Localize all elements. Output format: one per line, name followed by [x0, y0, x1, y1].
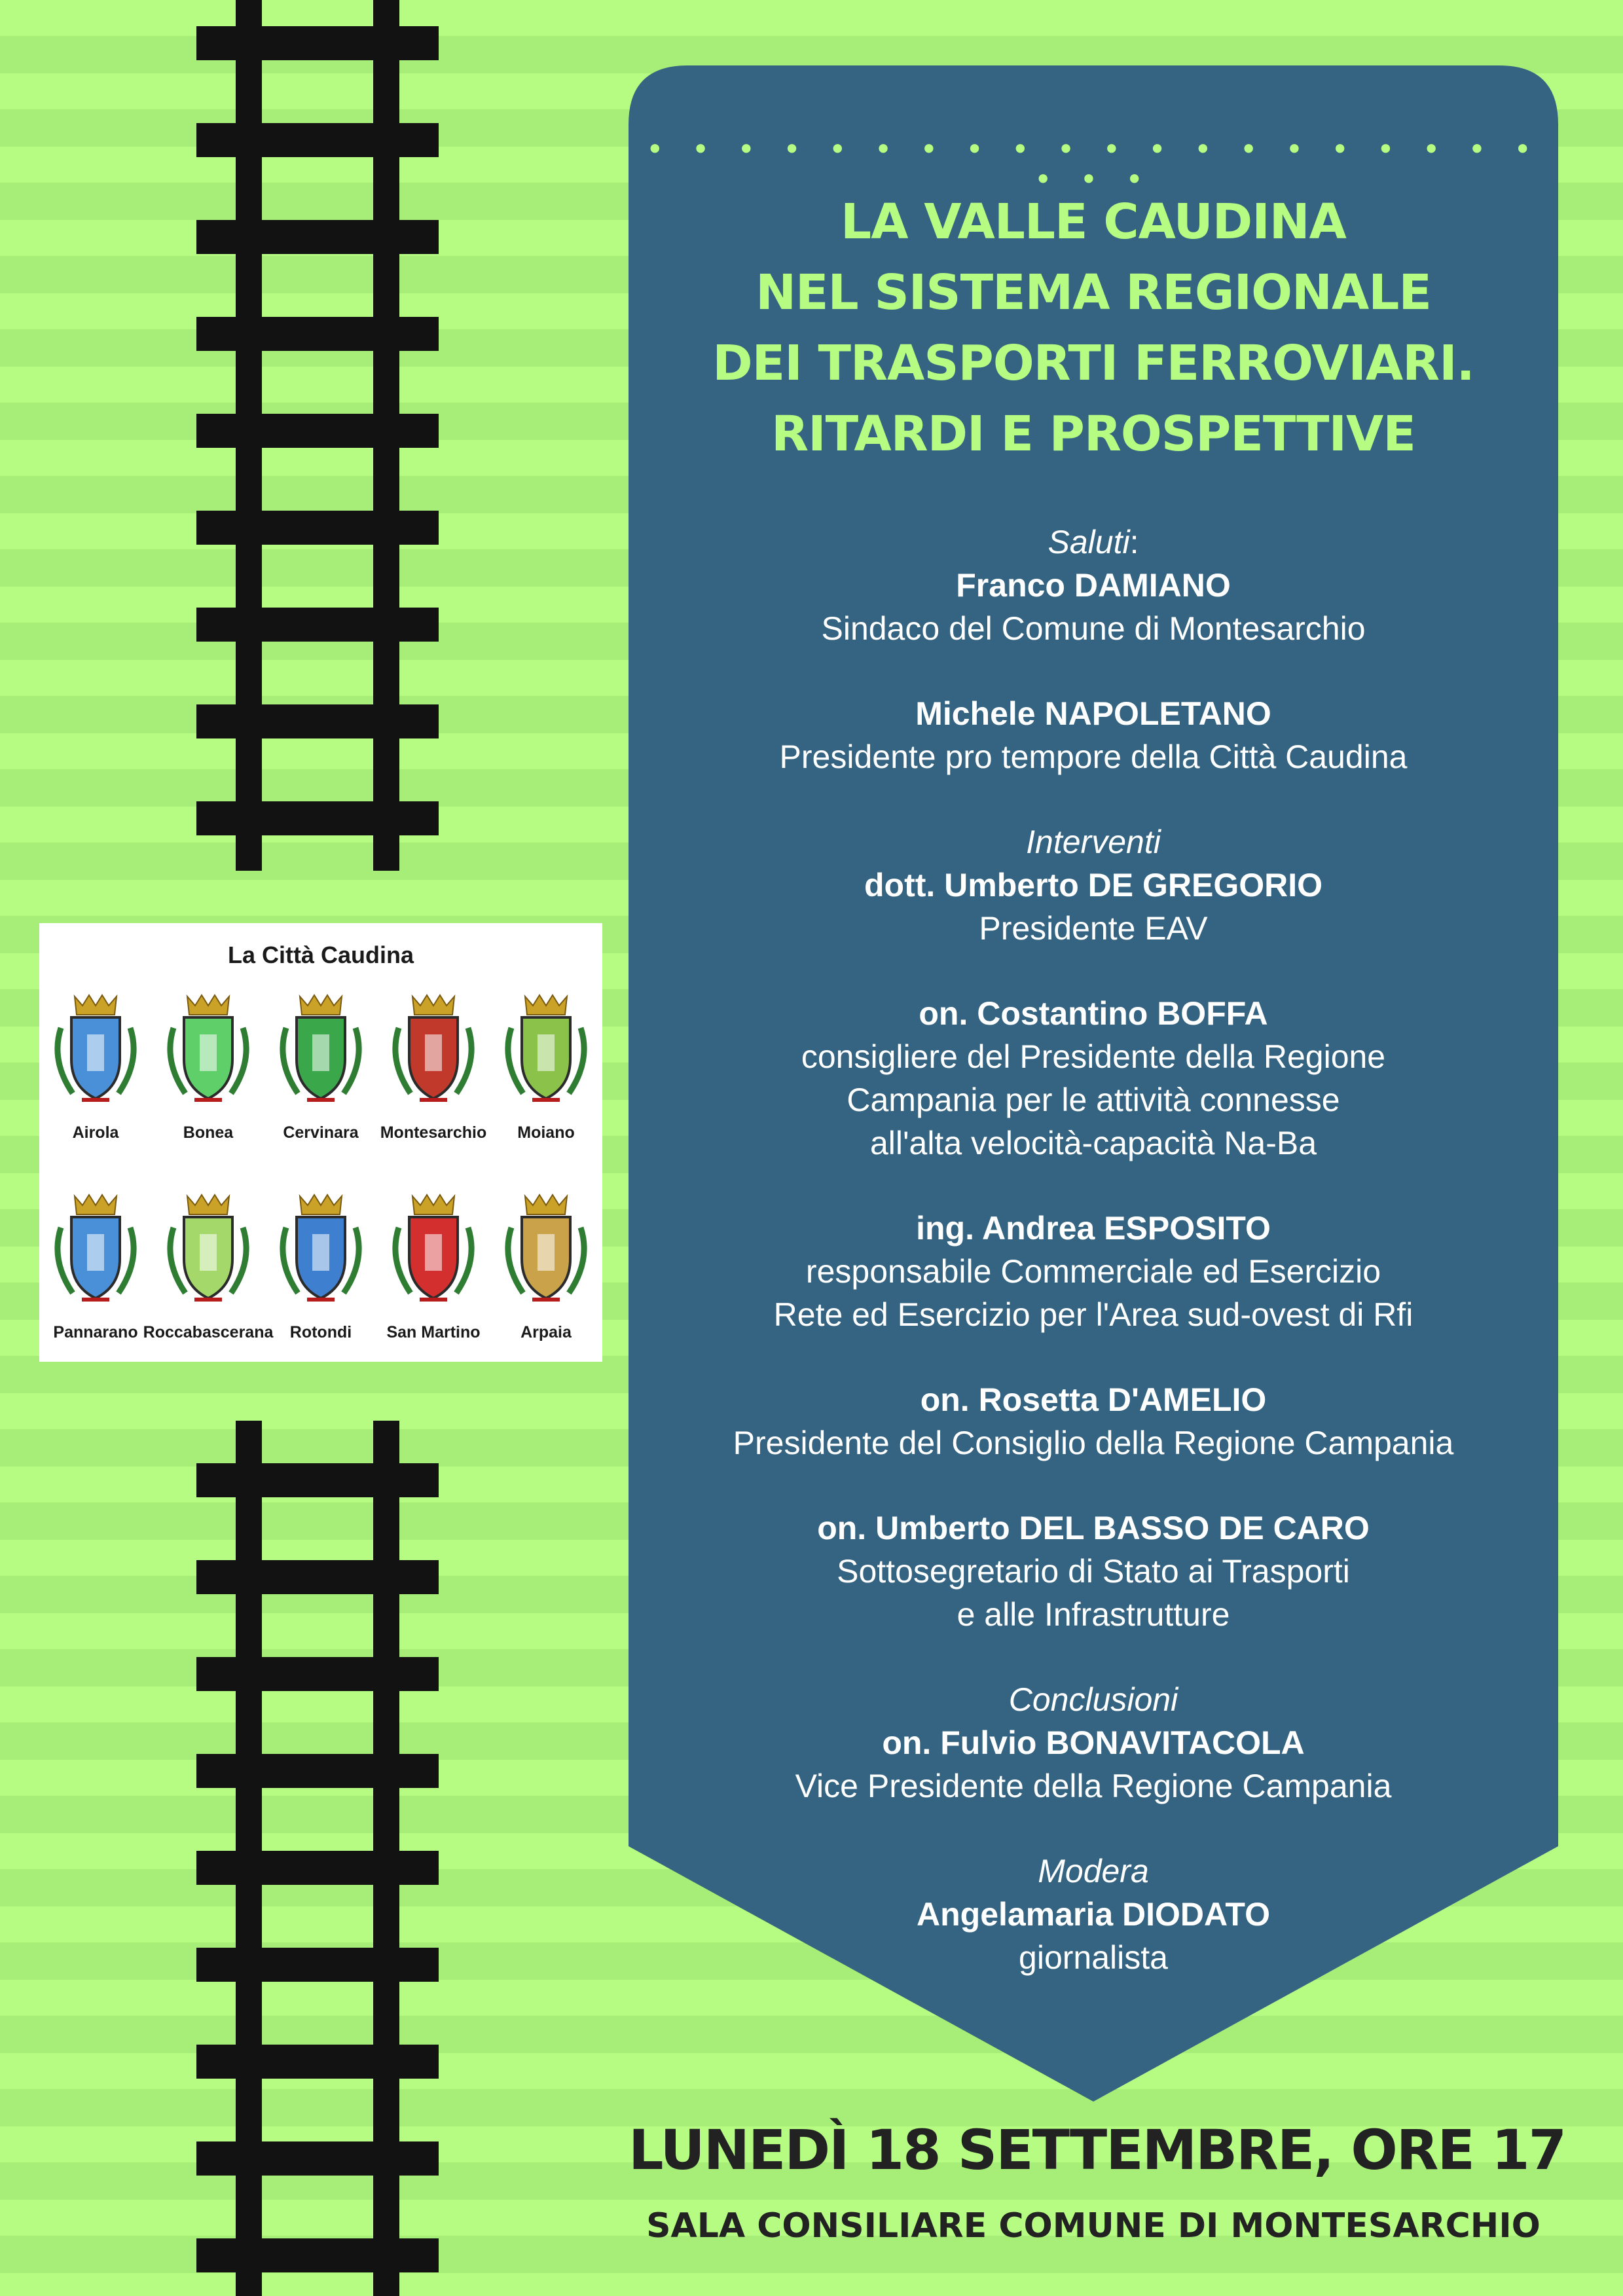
section-label: Conclusioni: [1008, 1681, 1178, 1718]
program-banner: [629, 65, 1558, 2102]
event-date: LUNEDÌ 18 SETTEMBRE, ORE 17: [629, 2118, 1566, 2182]
railway-tie: [196, 123, 439, 157]
speaker-role: giornalista: [1019, 1939, 1168, 1976]
railway-tie: [196, 2141, 439, 2176]
speaker-role: Presidente EAV: [979, 910, 1208, 947]
coat-of-arms-icon: [46, 989, 145, 1116]
railway-tie: [196, 1463, 439, 1497]
speaker-role: responsabile Commerciale ed Esercizio: [805, 1253, 1381, 1290]
speaker-block: [629, 1378, 1558, 1465]
dotted-divider: • • • • • • • • • • • • • • • • • • • • • • •: [646, 132, 1541, 197]
railway-tie: [196, 1851, 439, 1885]
speaker-block: [629, 1850, 1558, 1979]
speaker-role: Vice Presidente della Regione Campania: [795, 1768, 1392, 1804]
railway-tie: [196, 2238, 439, 2272]
crest-name: Roccabascerana: [143, 1323, 274, 1341]
coat-of-arms-icon: [384, 989, 483, 1116]
railway-track-bottom: [196, 1421, 439, 2296]
crest-name: Arpaia: [520, 1323, 572, 1341]
citta-caudina-crests: [39, 923, 602, 1362]
crest-name: Moiano: [517, 1123, 575, 1142]
speaker-program: [629, 520, 1558, 2021]
crest-item: [43, 1188, 148, 1342]
section-label-row: [629, 820, 1558, 864]
crest-item: [268, 989, 373, 1142]
crest-item: [381, 989, 486, 1142]
railway-tie: [196, 1754, 439, 1788]
speaker-block: [629, 1207, 1558, 1336]
railway-tie: [196, 704, 439, 738]
title-line: LA VALLE CAUDINA: [841, 194, 1346, 250]
event-title: [629, 187, 1558, 469]
speaker-role: Sindaco del Comune di Montesarchio: [821, 610, 1366, 647]
crest-item: [381, 1188, 486, 1342]
coat-of-arms-icon: [384, 1188, 483, 1315]
crest-row-2: [39, 1188, 602, 1342]
section-label-row: [629, 520, 1558, 564]
speaker-block: [629, 992, 1558, 1165]
speaker-name: on. Umberto DEL BASSO DE CARO: [817, 1510, 1370, 1546]
crest-name: Bonea: [183, 1123, 234, 1142]
railway-track-top: [196, 0, 439, 871]
speaker-name: dott. Umberto DE GREGORIO: [864, 867, 1322, 903]
coat-of-arms-icon: [159, 1188, 257, 1315]
speaker-name: Angelamaria DIODATO: [917, 1896, 1270, 1933]
speaker-name: ing. Andrea ESPOSITO: [916, 1210, 1271, 1247]
crest-name: San Martino: [386, 1323, 481, 1341]
coat-of-arms-icon: [46, 1188, 145, 1315]
coat-of-arms-icon: [497, 1188, 595, 1315]
railway-tie: [196, 1657, 439, 1691]
title-line: NEL SISTEMA REGIONALE: [756, 264, 1431, 321]
railway-tie: [196, 220, 439, 254]
coat-of-arms-icon: [272, 1188, 370, 1315]
crest-item: [143, 1188, 274, 1342]
section-label: Saluti: [1048, 524, 1130, 560]
railway-tie: [196, 414, 439, 448]
speaker-role: consigliere del Presidente della Regione: [801, 1038, 1386, 1075]
railway-tie: [196, 1948, 439, 1982]
speaker-role: Campania per le attività connesse: [847, 1082, 1340, 1118]
speaker-name: Michele NAPOLETANO: [915, 695, 1271, 732]
railway-tie: [196, 26, 439, 60]
crest-name: Rotondi: [289, 1323, 352, 1341]
speaker-name: Franco DAMIANO: [956, 567, 1231, 604]
speaker-role: Presidente del Consiglio della Regione Campania: [733, 1425, 1454, 1461]
speaker-role: Presidente pro tempore della Città Caudina: [779, 738, 1408, 775]
crest-item: [494, 1188, 598, 1342]
speaker-role: Rete ed Esercizio per l'Area sud-ovest di Rfi: [773, 1296, 1413, 1333]
section-label: Interventi: [1026, 824, 1161, 860]
speaker-block: [629, 520, 1558, 650]
speaker-block: [629, 820, 1558, 950]
crest-name: Cervinara: [283, 1123, 359, 1142]
crests-title: La Città Caudina: [227, 941, 414, 968]
coat-of-arms-icon: [497, 989, 595, 1116]
speaker-name: on. Costantino BOFFA: [919, 995, 1268, 1032]
coat-of-arms-icon: [272, 989, 370, 1116]
speaker-block: [629, 692, 1558, 778]
speaker-role: e alle Infrastrutture: [957, 1596, 1230, 1633]
label-colon: :: [1129, 524, 1139, 560]
coat-of-arms-icon: [159, 989, 257, 1116]
crest-item: [43, 989, 148, 1142]
crest-name: Montesarchio: [380, 1123, 487, 1142]
speaker-role: Sottosegretario di Stato ai Trasporti: [837, 1553, 1350, 1590]
railway-tie: [196, 801, 439, 835]
crest-name: Airola: [72, 1123, 119, 1142]
crest-row-1: [39, 989, 602, 1142]
crest-item: [156, 989, 261, 1142]
title-line: RITARDI E PROSPETTIVE: [771, 406, 1415, 462]
railway-tie: [196, 317, 439, 351]
crest-name: Pannarano: [53, 1323, 138, 1341]
railway-tie: [196, 2045, 439, 2079]
event-venue: SALA CONSILIARE COMUNE DI MONTESARCHIO: [646, 2206, 1541, 2246]
section-label: Modera: [1038, 1853, 1149, 1889]
speaker-block: [629, 1506, 1558, 1636]
title-line: DEI TRASPORTI FERROVIARI.: [712, 335, 1474, 392]
railway-tie: [196, 608, 439, 642]
crest-item: [494, 989, 598, 1142]
speaker-name: on. Rosetta D'AMELIO: [920, 1381, 1267, 1418]
crest-item: [268, 1188, 373, 1342]
section-label-row: [629, 1850, 1558, 1893]
section-label-row: [629, 1678, 1558, 1721]
speaker-role: all'alta velocità-capacità Na-Ba: [869, 1125, 1317, 1161]
railway-tie: [196, 1560, 439, 1594]
speaker-block: [629, 1678, 1558, 1808]
railway-tie: [196, 511, 439, 545]
speaker-name: on. Fulvio BONAVITACOLA: [882, 1724, 1305, 1761]
